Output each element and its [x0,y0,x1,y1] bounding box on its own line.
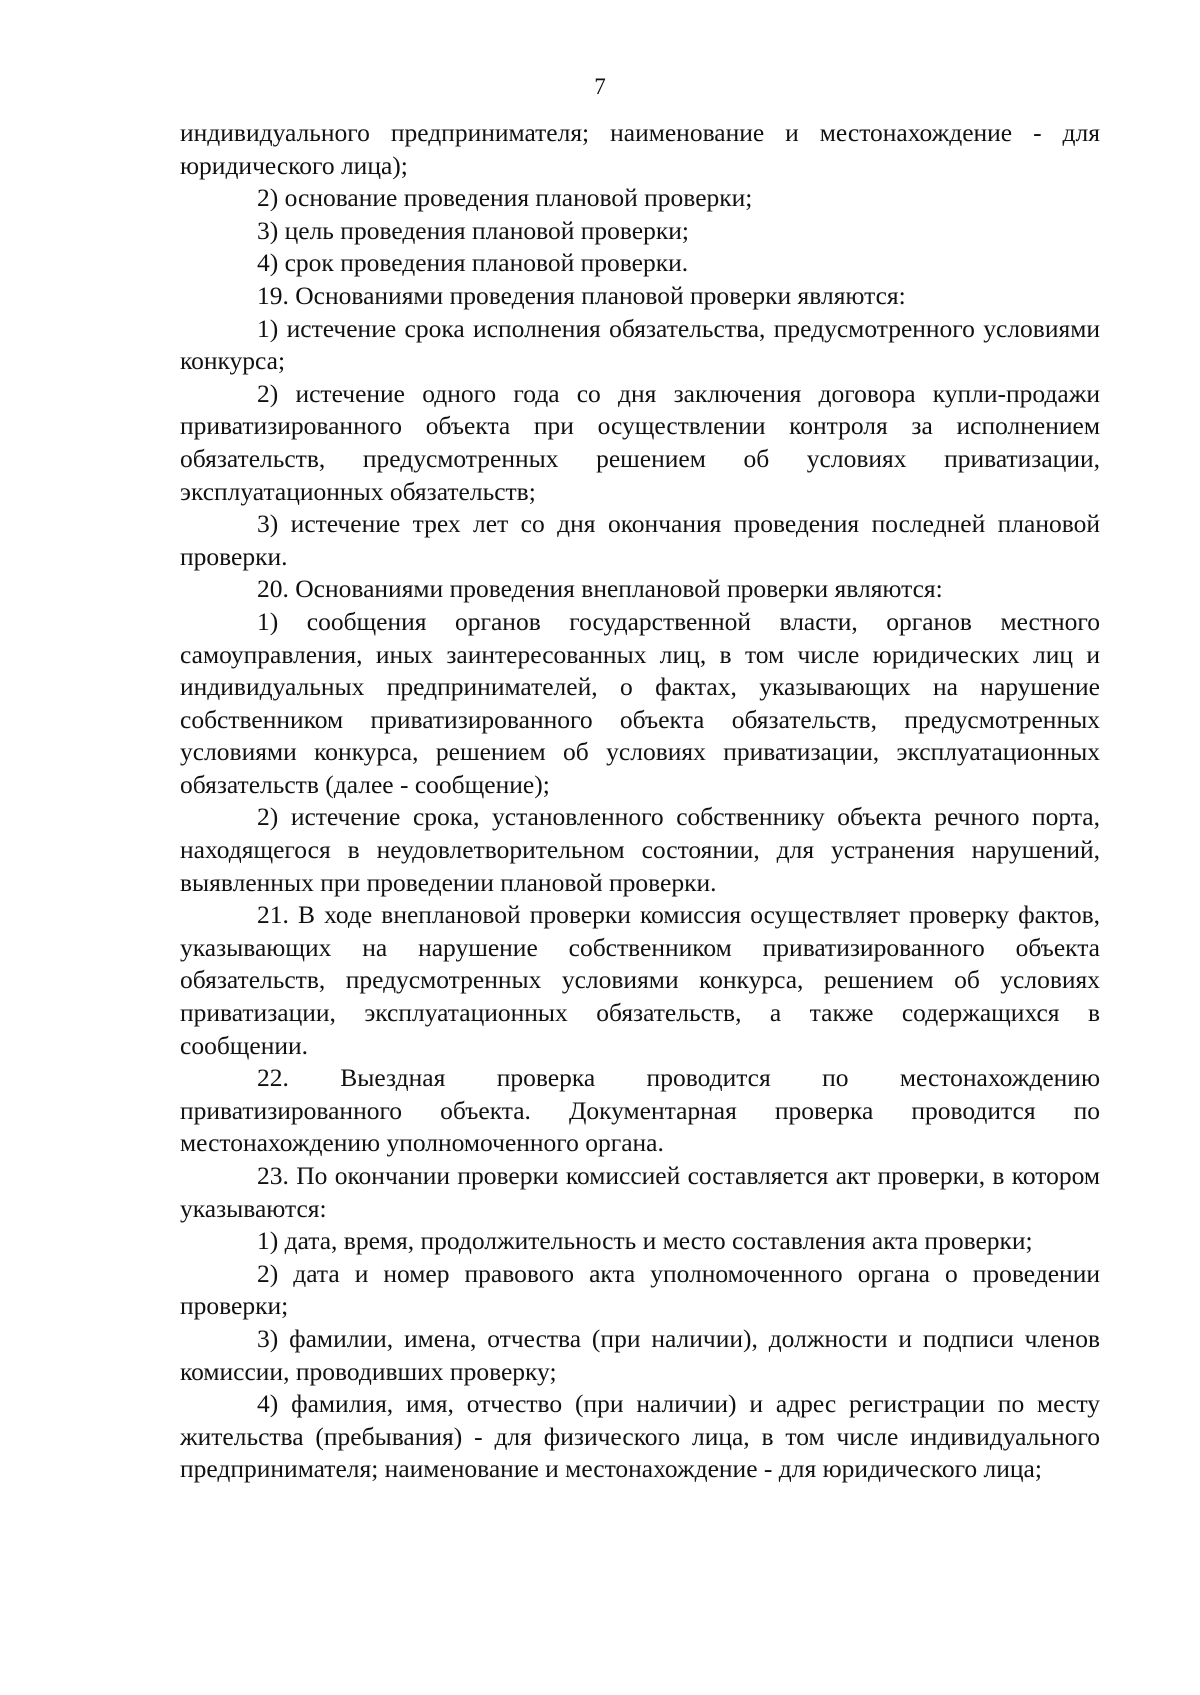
clause-21: 21. В ходе внеплановой проверки комиссия осуществляет проверку фактов, указывающих на нарушение собственником приватизированного объекта обязательств, предусмотренных условиями конкурса, решением об условиях приватизации, эксплуатационных обязательств, а также содержащихся в сообщении. [180,900,1100,1060]
clause-22: 22. Выездная проверка проводится по местонахождению приватизированного объекта. Документарная проверка проводится по местонахождению уполномоченного органа. [180,1063,1100,1158]
document-body [180,117,1100,1486]
clause-23-item-2: 2) дата и номер правового акта уполномоченного органа о проведении проверки; [180,1258,1100,1321]
paragraph-continuation: индивидуального предпринимателя; наименование и местонахождение - для юридического лица); [180,118,1100,180]
clause-23-item-3: 3) фамилии, имена, отчества (при наличии), должности и подписи членов комиссии, проводивших проверку; [180,1323,1100,1386]
list-item-4-term: 4) срок проведения плановой проверки. [257,248,689,278]
list-item-3-goal: 3) цель проведения плановой проверки; [257,215,689,245]
clause-19: 19. Основаниями проведения плановой проверки являются: [257,280,906,310]
clause-20-item-1: 1) сообщения органов государственной власти, органов местного самоуправления, иных заинтересованных лиц, в том числе юридических лиц и индивидуальных предпринимателей, о фактах, указывающих на нарушение собственником приватизированного объекта обязательств, предусмотренных условиями конкурса, решением об условиях приватизации, эксплуатационных обязательств (далее - сообщение); [180,606,1100,799]
clause-20-item-2: 2) истечение срока, установленного собственнику объекта речного порта, находящегося в неудовлетворительном состоянии, для устранения нарушений, выявленных при проведении плановой проверки. [180,802,1100,897]
clause-20: 20. Основаниями проведения внеплановой проверки являются: [257,574,943,604]
clause-19-item-2: 2) истечение одного года со дня заключения договора купли-продажи приватизированного объекта при осуществлении контроля за исполнением обязательств, предусмотренных решением об условиях приватизации, эксплуатационных обязательств; [180,378,1100,506]
list-item-2-basis: 2) основание проведения плановой проверки; [257,183,753,213]
clause-23-item-4: 4) фамилия, имя, отчество (при наличии) и адрес регистрации по месту жительства (пребывания) - для физического лица, в том числе индивидуального предпринимателя; наименование и местонахождение - для юридического лица; [180,1389,1100,1484]
clause-23-item-1: 1) дата, время, продолжительность и место составления акта проверки; [257,1226,1033,1256]
clause-19-item-1: 1) истечение срока исполнения обязательства, предусмотренного условиями конкурса; [180,313,1100,376]
page-number: 7 [594,74,606,99]
clause-19-item-3: 3) истечение трех лет со дня окончания проведения последней плановой проверки. [180,509,1100,571]
clause-23: 23. По окончании проверки комиссией составляется акт проверки, в котором указываются: [180,1161,1100,1223]
